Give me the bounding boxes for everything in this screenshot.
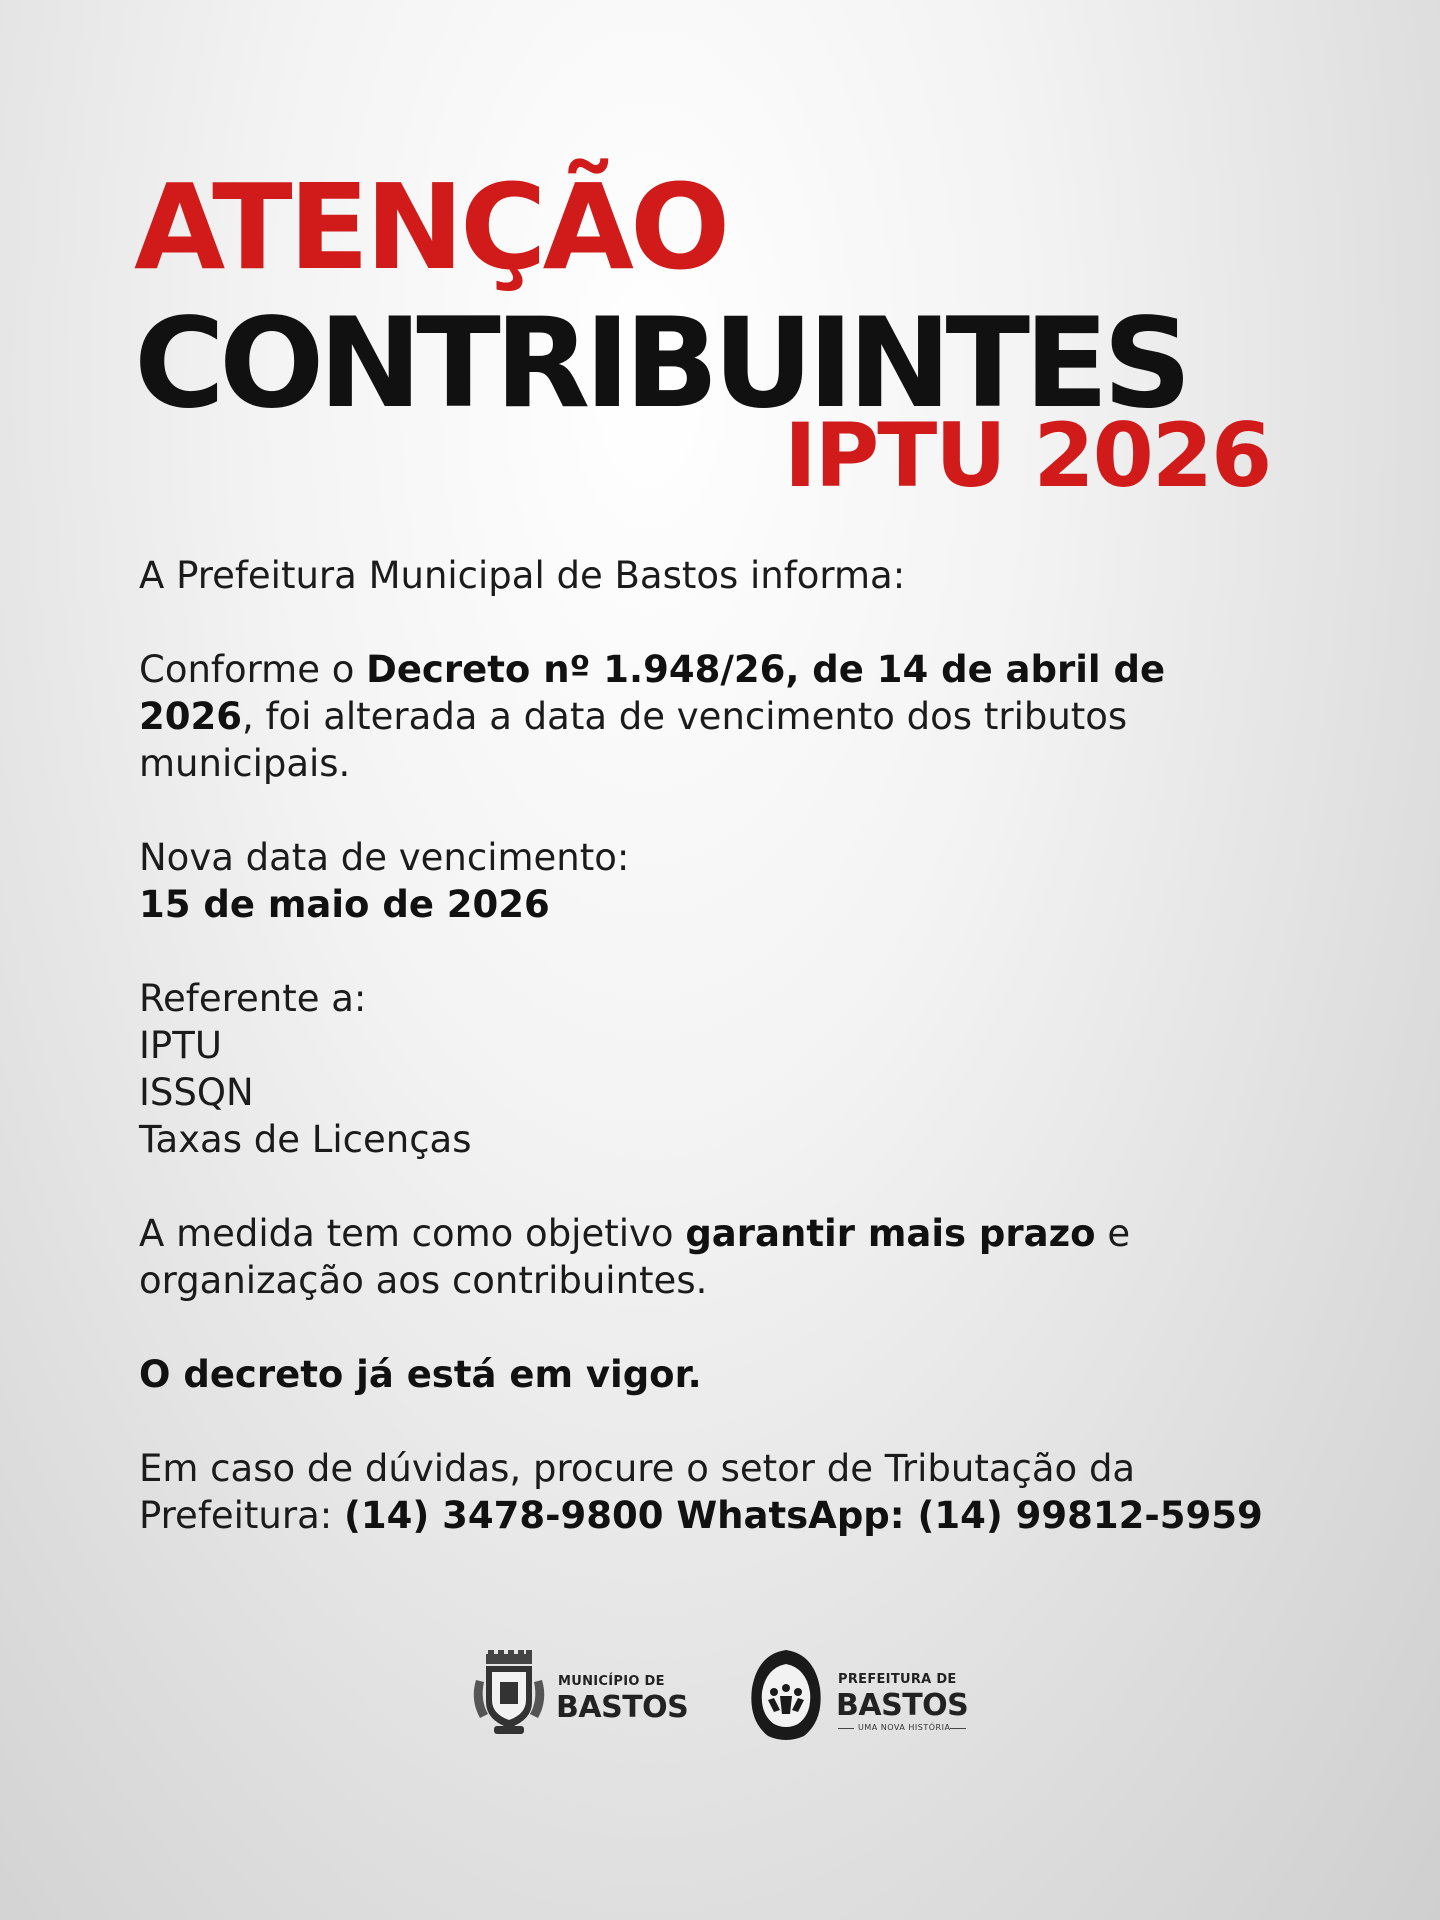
logos-footer <box>0 1640 1440 1740</box>
refers-item-iptu: IPTU <box>139 1024 222 1067</box>
objective-suffix: e <box>1095 1212 1131 1255</box>
tagline-rule-left <box>838 1728 854 1729</box>
announcement-body <box>139 552 1339 1539</box>
objective-line1 <box>139 1210 1339 1257</box>
prefeitura-tagline: UMA NOVA HISTÓRIA <box>858 1723 951 1732</box>
coat-of-arms-icon <box>468 1650 550 1736</box>
prefeitura-big-text: BASTOS <box>836 1688 969 1723</box>
municipio-small-text: MUNICÍPIO DE <box>558 1674 665 1689</box>
decree-suffix: , foi alterada a data de vencimento dos tributos <box>241 695 1128 738</box>
contact-phones: (14) 3478-9800 WhatsApp: (14) 99812-5959 <box>343 1494 1263 1537</box>
objective-highlight: garantir mais prazo <box>685 1212 1096 1255</box>
headline-iptu-year: IPTU 2026 <box>784 404 1271 507</box>
in-force-notice: O decreto já está em vigor. <box>139 1353 702 1396</box>
contact-line1: Em caso de dúvidas, procure o setor de Tributação da <box>139 1447 1136 1490</box>
decree-prefix: Conforme o <box>139 648 367 691</box>
headline-contribuintes: CONTRIBUINTES <box>134 292 1187 436</box>
municipio-big-text: BASTOS <box>556 1690 689 1725</box>
due-date-value: 15 de maio de 2026 <box>139 883 550 926</box>
prefeitura-small-text: PREFEITURA DE <box>838 1672 957 1687</box>
objective-prefix: A medida tem como objetivo <box>139 1212 686 1255</box>
prefeitura-emblem-icon <box>744 1648 828 1742</box>
decree-paragraph <box>139 646 1339 693</box>
decree-paragraph-line2 <box>139 693 1339 740</box>
decree-reference: Decreto nº 1.948/26, de 14 de abril de <box>366 648 1166 691</box>
municipio-logo <box>468 1650 698 1736</box>
contact-line2 <box>139 1492 1339 1539</box>
decree-paragraph-line3: municipais. <box>139 742 351 785</box>
refers-label: Referente a: <box>139 977 367 1020</box>
refers-item-taxas: Taxas de Licenças <box>139 1118 472 1161</box>
headline-atencao: ATENÇÃO <box>134 158 727 296</box>
refers-item-issqn: ISSQN <box>139 1071 254 1114</box>
intro-text: A Prefeitura Municipal de Bastos informa: <box>139 554 906 597</box>
tagline-rule-right <box>950 1728 966 1729</box>
decree-year: 2026 <box>139 695 242 738</box>
contact-prefix: Prefeitura: <box>139 1494 344 1537</box>
objective-line2: organização aos contribuintes. <box>139 1259 708 1302</box>
prefeitura-logo <box>744 1648 984 1742</box>
due-date-label: Nova data de vencimento: <box>139 836 630 879</box>
